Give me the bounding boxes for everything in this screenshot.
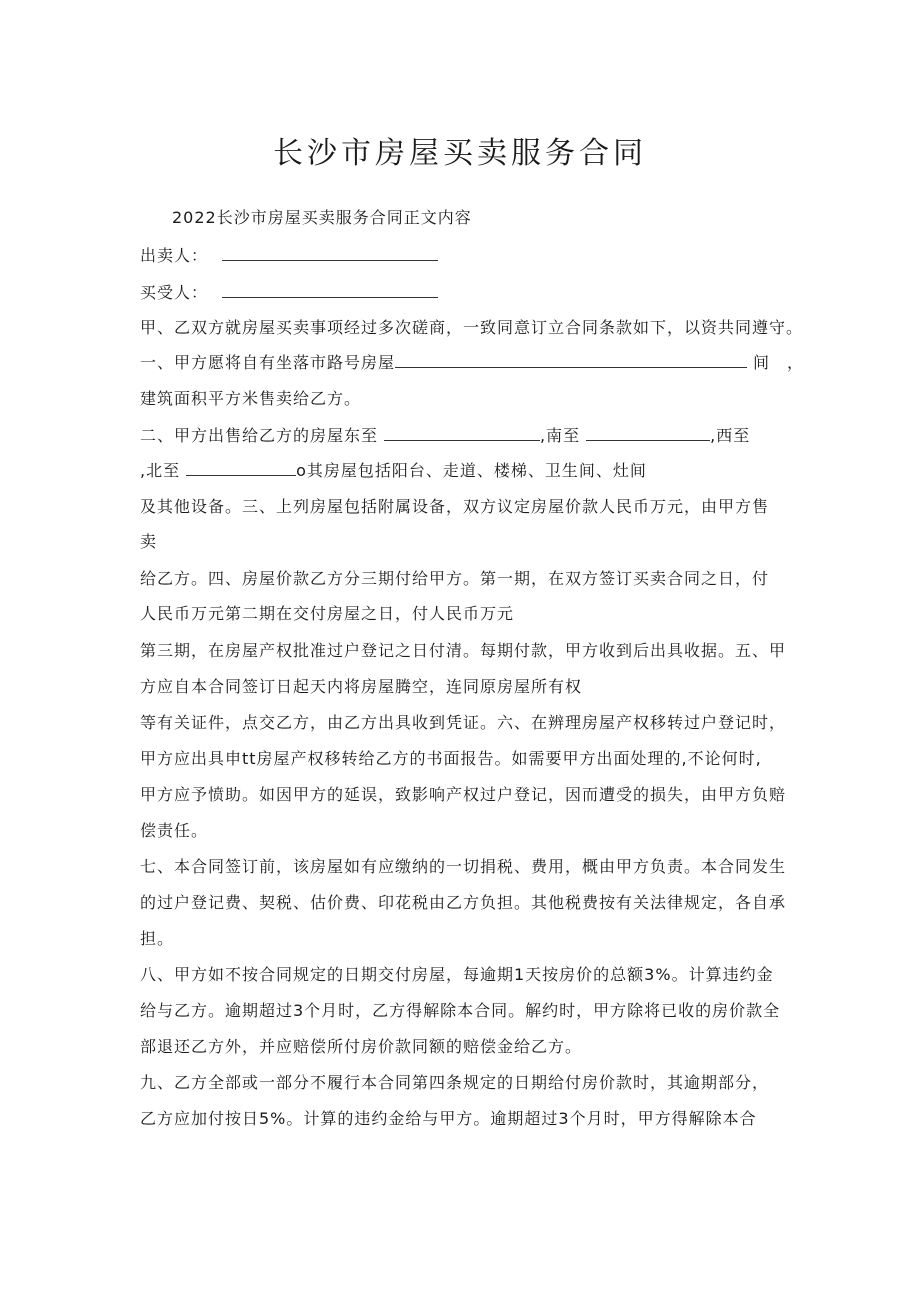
paragraph-line: 建筑面积平方米售卖给乙方。	[140, 389, 362, 408]
paragraph-line: 八、甲方如不按合同规定的日期交付房屋，每逾期1天按房价的总额3%。计算违约金	[140, 965, 774, 984]
north-label: ,北至	[140, 461, 181, 480]
south-label: ,南至	[540, 426, 581, 445]
north-blank	[186, 461, 296, 476]
paragraph-line: 给乙方。四、房屋价款乙方分三期付给甲方。第一期，在双方签订买卖合同之日，付	[140, 569, 770, 588]
clause-2b-line	[140, 461, 647, 481]
clause-1-text: 一、甲方愿将自有坐落市路号房屋	[140, 353, 396, 372]
buyer-blank	[222, 283, 438, 298]
paragraph-line: 偿责任。	[140, 821, 209, 840]
paragraph-line: 七、本合同签订前，该房屋如有应缴纳的一切捐税、费用，概由甲方负责。本合同发生	[140, 857, 787, 876]
paragraph-line: 乙方应加付按日5%。计算的违约金给与甲方。逾期超过3个月时，甲方得解除本合	[140, 1109, 757, 1128]
address-blank	[395, 353, 747, 368]
clause-2b-text: o其房屋包括阳台、走道、楼梯、卫生间、灶间	[296, 461, 647, 480]
paragraph-line: 甲、乙双方就房屋买卖事项经过多次磋商，一致同意订立合同条款如下，以资共同遵守。	[140, 318, 804, 337]
paragraph-line: 卖	[140, 532, 158, 551]
seller-line	[140, 246, 438, 266]
west-label: ,西至	[710, 426, 751, 445]
clause-1-tail: 间 ，	[753, 353, 805, 372]
clause-2-line	[140, 426, 750, 446]
paragraph-line: 给与乙方。逾期超过3个月时，乙方得解除本合同。解约时，甲方除将已收的房价款全	[140, 1001, 781, 1020]
subtitle: 2022长沙市房屋买卖服务合同正文内容	[172, 208, 472, 227]
paragraph-line: 担。	[140, 929, 175, 948]
buyer-line	[140, 283, 438, 303]
seller-blank	[222, 246, 438, 261]
paragraph-line: 人民币万元第二期在交付房屋之日，付人民币万元	[140, 604, 515, 623]
paragraph-line: 九、乙方全部或一部分不履行本合同第四条规定的日期给付房价款时，其逾期部分，	[140, 1073, 770, 1092]
clause-2-text: 二、甲方出售给乙方的房屋东至	[140, 426, 379, 445]
paragraph-line: 部退还乙方外，并应赔偿所付房价款同额的赔偿金给乙方。	[140, 1037, 583, 1056]
buyer-label: 买受人：	[140, 283, 209, 302]
paragraph-line: 第三期，在房屋产权批准过户登记之日付清。每期付款，甲方收到后出具收据。五、甲	[140, 641, 787, 660]
paragraph-line: 方应自本合同签订日起天内将房屋腾空，连同原房屋所有权	[140, 677, 583, 696]
clause-1-line	[140, 353, 804, 373]
south-blank	[586, 426, 710, 441]
seller-label: 出卖人：	[140, 246, 209, 265]
paragraph-line: 甲方应予愤助。如因甲方的延误，致影响产权过户登记，因而遭受的损失，由甲方负赔	[140, 785, 787, 804]
paragraph-line: 甲方应出具申tt房屋产权移转给乙方的书面报告。如需要甲方出面处理的,不论何时,	[140, 749, 762, 768]
document-title: 长沙市房屋买卖服务合同	[273, 136, 647, 171]
paragraph-line: 等有关证件，点交乙方，由乙方出具收到凭证。六、在辨理房屋产权移转过户登记时，	[140, 713, 787, 732]
paragraph-line: 的过户登记费、契税、估价费、印花税由乙方负担。其他税费按有关法律规定，各自承	[140, 893, 787, 912]
east-blank	[384, 426, 540, 441]
paragraph-line: 及其他设备。三、上列房屋包括附属设备，双方议定房屋价款人民币万元，由甲方售	[140, 497, 770, 516]
